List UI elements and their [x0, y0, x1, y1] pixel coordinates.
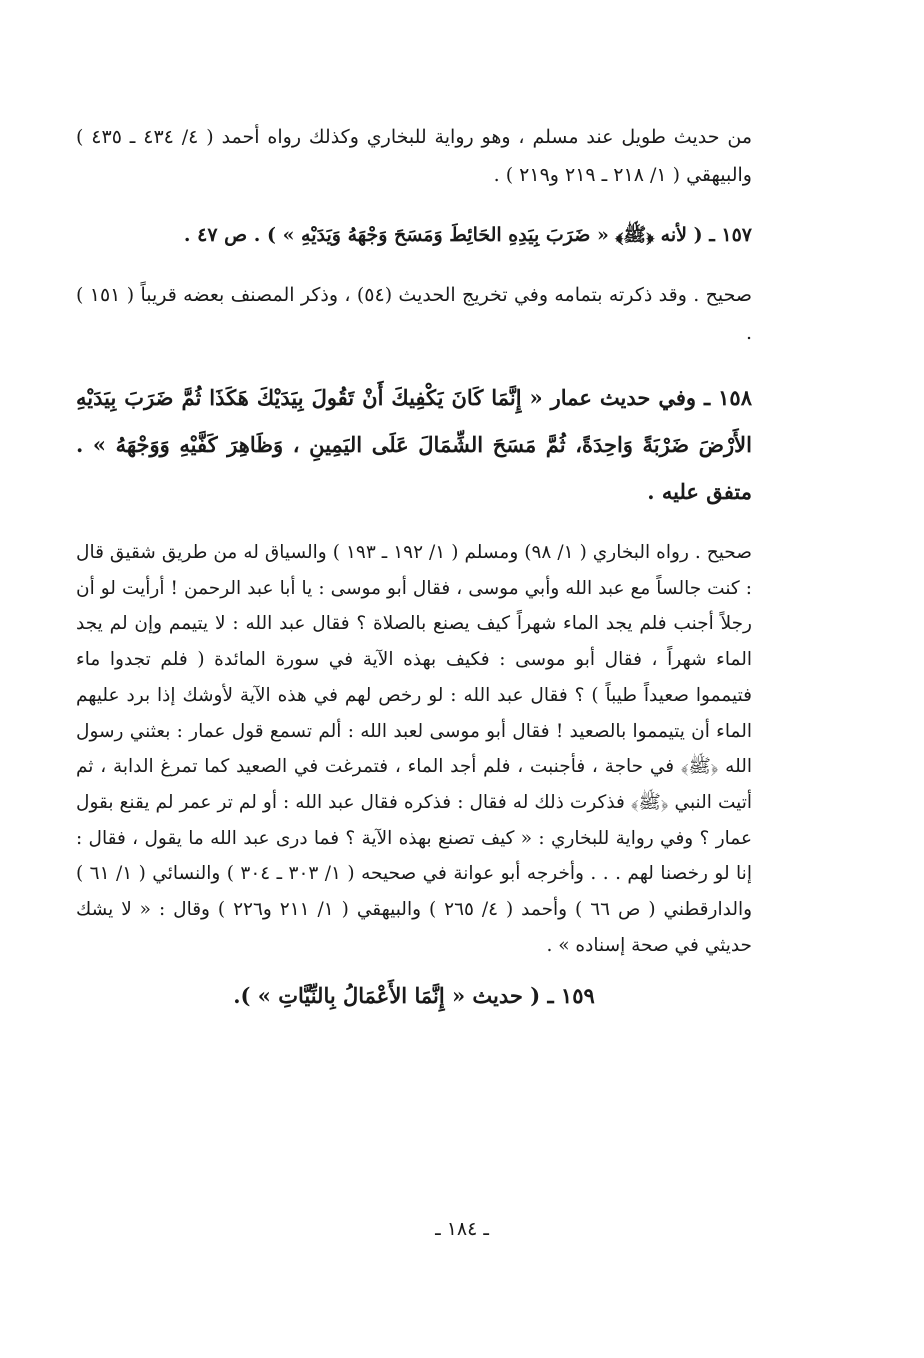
- hadith-158-heading: ١٥٨ ـ وفي حديث عمار « إِنَّمَا كَانَ يَكْفِيكَ أَنْ تَقُولَ بِيَدَيْكَ هَكَذَا ثُمَّ ضَرَبَ بِيَدَيْهِ الأَرْضَ ضَرْبَةً وَاحِدَةً، ثُمَّ مَسَحَ الشِّمَالَ عَلَى اليَمِينِ ، وَظَاهِرَ كَفَّيْهِ وَوَجْهَهُ » . متفق عليه .: [76, 385, 752, 504]
- page-number: ـ ١٨٤ ـ: [435, 1218, 489, 1240]
- hadith-157-heading: ١٥٧ ـ ( لأنه ﴿ﷺ﴾ « ضَرَبَ بِيَدِهِ الحَائِطَ وَمَسَحَ وَجْهَهُ وَيَدَيْهِ » ) . ص ٤٧ .: [183, 224, 752, 246]
- page-body: [76, 118, 752, 1015]
- hadith-159-heading: ١٥٩ ـ ( حديث « إِنَّمَا الأَعْمَالُ بِالنِّيَّاتِ » ).: [233, 983, 595, 1009]
- paragraph-continuation: من حديث طويل عند مسلم ، وهو رواية للبخاري وكذلك رواه أحمد ( ٤/ ٤٣٤ ـ ٤٣٥ ) والبيهقي ( ١/ ٢١٨ ـ ٢١٩ و٢١٩ ) .: [76, 126, 752, 186]
- hadith-157-grading: صحيح . وقد ذكرته بتمامه وفي تخريج الحديث (٥٤) ، وذكر المصنف بعضه قريباً ( ١٥١ ) .: [76, 284, 752, 344]
- hadith-158-takhrij: صحيح . رواه البخاري ( ١/ ٩٨) ومسلم ( ١/ ١٩٢ ـ ١٩٣ ) والسياق له من طريق شقيق قال : كنت جالساً مع عبد الله وأبي موسى ، فقال أبو موسى : يا أبا عبد الرحمن ! أرأيت لو أن رجلاً أجنب فلم يجد الماء شهراً كيف يصنع بالصلاة ؟ فقال عبد الله : لا يتيمم وإن لم يجد الماء شهراً ، فقال أبو موسى : فكيف بهذه الآية في سورة المائدة ( فلم تجدوا ماء فتيمموا صعيداً طيباً ) ؟ فقال عبد الله : لو رخص لهم في هذه الآية لأوشك إذا برد عليهم الماء أن يتيمموا بالصعيد ! فقال أبو موسى لعبد الله : ألم تسمع قول عمار : بعثني رسول الله ﴿ﷺ﴾ في حاجة ، فأجنبت ، فلم أجد الماء ، فتمرغت في الصعيد كما تمرغ الدابة ، ثم أتيت النبي ﴿ﷺ﴾ فذكرت ذلك له فقال : فذكره فقال عبد الله : أو لم تر عمر لم يقنع بقول عمار ؟ وفي رواية للبخاري : « كيف تصنع بهذه الآية ؟ فما درى عبد الله ما يقول ، فقال : إنا لو رخصنا لهم . . . وأخرجه أبو عوانة في صحيحه ( ١/ ٣٠٣ ـ ٣٠٤ ) والنسائي ( ١/ ٦١ ) والدارقطني ( ص ٦٦ ) وأحمد ( ٤/ ٢٦٥ ) والبيهقي ( ١/ ٢١١ و٢٢٦ ) وقال : « لا يشك حديثي في صحة إسناده » .: [76, 542, 753, 956]
